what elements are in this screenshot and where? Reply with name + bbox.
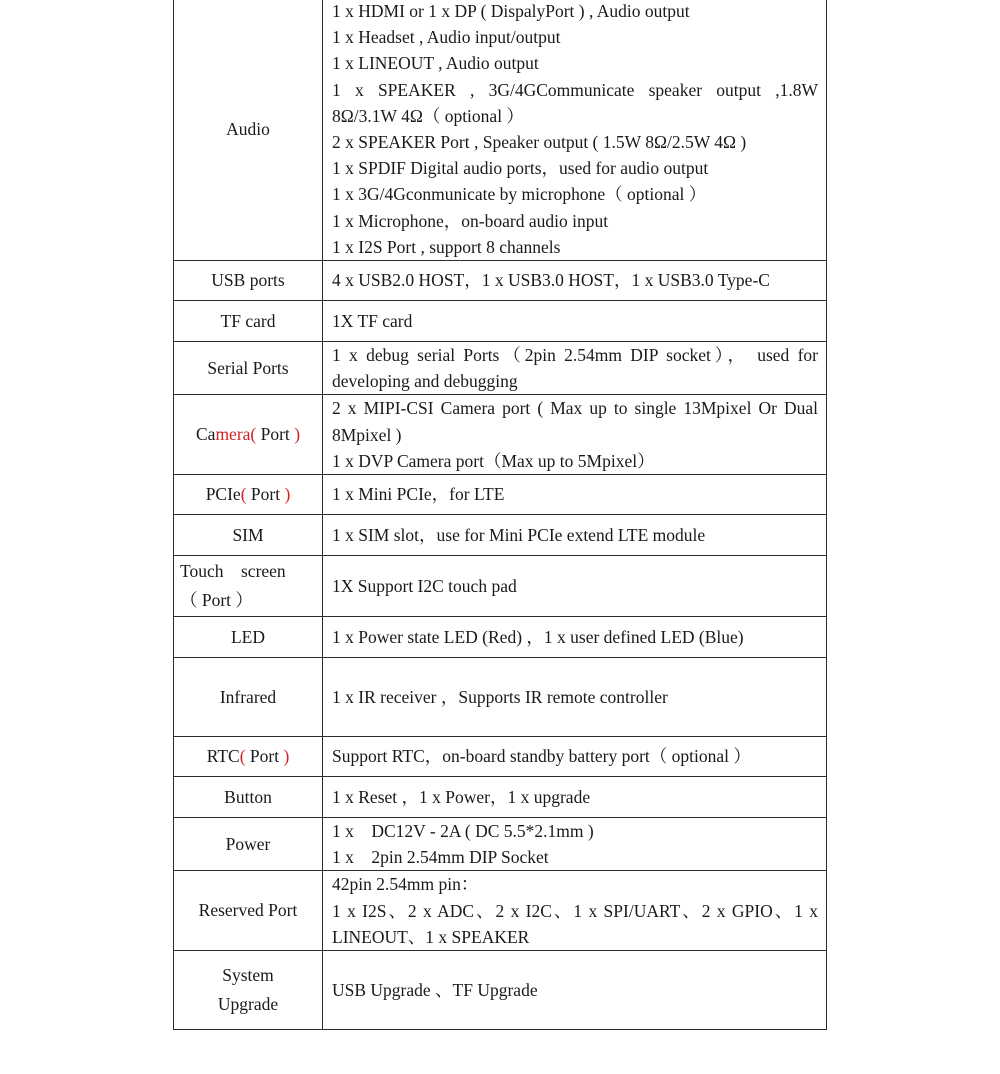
value-line: 1 x Power state LED (Red) ，1 x user defined LED (Blue) (332, 626, 744, 647)
table-row (174, 395, 827, 475)
table-row (174, 951, 827, 1030)
row-value (323, 515, 827, 556)
row-value (323, 658, 827, 737)
row-label: Serial Ports (174, 342, 323, 395)
label-text-red: ( (239, 746, 250, 767)
value-line: 1 x SPDIF Digital audio ports，used for audio output (332, 158, 709, 179)
label-line: （ Port ） (180, 590, 253, 611)
value-line: 1 x I2S、2 x ADC、2 x I2C、1 x SPI/UART、2 x GPIO、1 x LINEOUT、1 x SPEAKER (332, 900, 818, 947)
row-value (323, 951, 827, 1030)
table-row (174, 737, 827, 777)
value-line: 42pin 2.54mm pin： (332, 874, 479, 895)
label-text-red: ( (240, 484, 251, 505)
value-line: 1 x IR receiver ，Supports IR remote controller (332, 686, 668, 707)
row-label: Reserved Port (174, 871, 323, 951)
value-line: 2 x SPEAKER Port , Speaker output ( 1.5W 8Ω/2.5W 4Ω ) (332, 132, 747, 153)
table-row (174, 617, 827, 658)
label-text: Ca (195, 424, 216, 445)
value-line: 1 x Microphone，on-board audio input (332, 210, 609, 231)
row-label (174, 475, 323, 515)
value-line: 1 x HDMI or 1 x DP ( DispalyPort ) , Audio output (332, 1, 690, 21)
value-line: 1X Support I2C touch pad (332, 575, 517, 596)
label-line: Touch screen (180, 561, 286, 582)
row-value (323, 342, 827, 395)
row-value (323, 818, 827, 871)
label-text: Port (249, 746, 280, 767)
value-line: 1 x I2S Port , support 8 channels (332, 236, 561, 257)
value-line: Support RTC，on-board standby battery port（ optional ） (332, 746, 751, 767)
row-label (174, 737, 323, 777)
table-row (174, 777, 827, 818)
row-label: Power (174, 818, 323, 871)
table-row (174, 556, 827, 617)
row-label: Infrared (174, 658, 323, 737)
row-value (323, 395, 827, 475)
table-row (174, 658, 827, 737)
row-value (323, 475, 827, 515)
label-text-red: mera( (215, 424, 261, 445)
row-label: Audio (174, 0, 323, 261)
row-value (323, 556, 827, 617)
row-label: SIM (174, 515, 323, 556)
table-row (174, 301, 827, 342)
table-row (174, 0, 827, 261)
label-text-red: ) (289, 424, 301, 445)
value-line: 1 x Mini PCIe，for LTE (332, 484, 505, 505)
row-value (323, 0, 827, 261)
value-line: 1 x DC12V - 2A ( DC 5.5*2.1mm ) (332, 821, 594, 842)
value-line: 1 x LINEOUT , Audio output (332, 53, 539, 74)
table-row (174, 818, 827, 871)
spec-table (173, 0, 827, 1030)
row-label (174, 951, 323, 1030)
row-label (174, 395, 323, 475)
row-label (174, 556, 323, 617)
label-text-red: ) (280, 484, 291, 505)
table-row (174, 261, 827, 301)
table-row (174, 515, 827, 556)
value-line: 1 x DVP Camera port（Max up to 5Mpixel） (332, 450, 655, 471)
value-line: 1 x Reset ，1 x Power，1 x upgrade (332, 786, 591, 807)
label-text: PCIe (205, 484, 241, 505)
label-line: Upgrade (217, 994, 279, 1015)
label-line: System (222, 965, 274, 986)
row-value (323, 617, 827, 658)
row-label: USB ports (174, 261, 323, 301)
value-line: USB Upgrade 、TF Upgrade (332, 979, 538, 1000)
label-text: Port (260, 424, 290, 445)
row-value (323, 871, 827, 951)
table-row (174, 475, 827, 515)
table-row (174, 871, 827, 951)
row-value (323, 301, 827, 342)
value-line: 1 x SIM slot，use for Mini PCIe extend LTE module (332, 524, 706, 545)
value-line: 1 x 3G/4Gconmunicate by microphone（ optional ） (332, 184, 707, 205)
value-line: 1 x debug serial Ports（2pin 2.54mm DIP socket）， used for developing and debugging (332, 345, 818, 392)
table-row (174, 342, 827, 395)
value-line: 2 x MIPI-CSI Camera port ( Max up to single 13Mpixel Or Dual 8Mpixel ) (332, 398, 818, 445)
value-line: 1 x SPEAKER , 3G/4GCommunicate speaker output ,1.8W 8Ω/3.1W 4Ω（ optional ） (332, 79, 818, 126)
value-line: 4 x USB2.0 HOST，1 x USB3.0 HOST，1 x USB3.0 Type-C (332, 270, 770, 291)
value-line: 1X TF card (332, 310, 413, 331)
value-line: 1 x 2pin 2.54mm DIP Socket (332, 847, 549, 868)
label-text: RTC (206, 746, 240, 767)
row-label: TF card (174, 301, 323, 342)
row-value (323, 737, 827, 777)
label-text: Port (250, 484, 281, 505)
row-label: LED (174, 617, 323, 658)
row-value (323, 777, 827, 818)
label-text-red: ) (279, 746, 290, 767)
value-line: 1 x Headset , Audio input/output (332, 27, 561, 48)
row-label: Button (174, 777, 323, 818)
row-value (323, 261, 827, 301)
